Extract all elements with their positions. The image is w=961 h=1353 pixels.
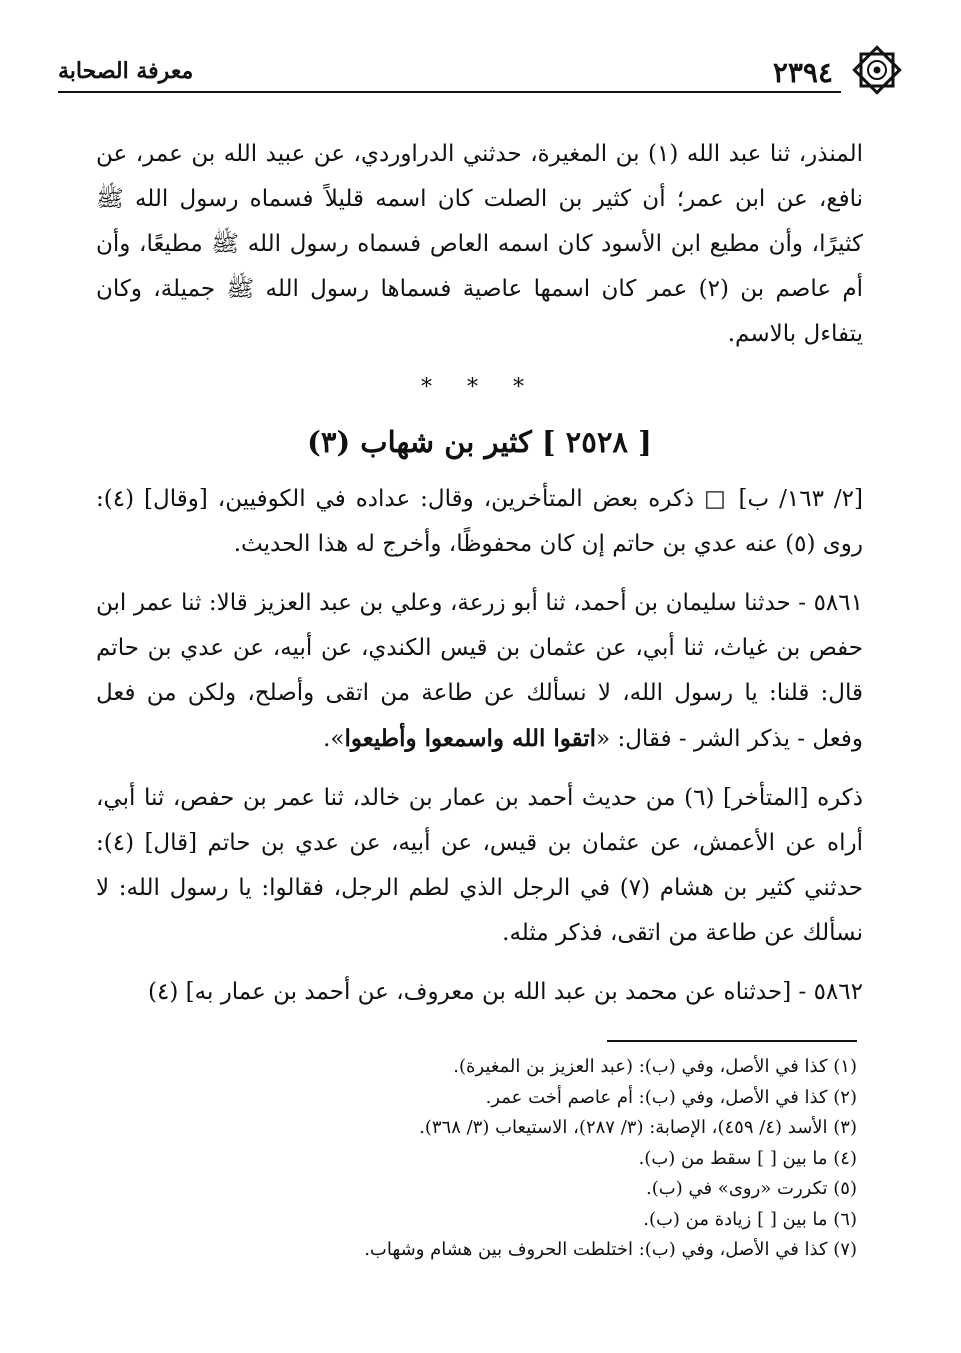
footnote-6: (٦) ما بين [ ] زيادة من (ب).: [643, 1208, 857, 1230]
footnote-rule: [607, 1040, 857, 1042]
footnote-2: (٢) كذا في الأصل، وفي (ب): أم عاصم أخت عمر.: [485, 1086, 857, 1108]
footnote-7: (٧) كذا في الأصل، وفي (ب): اختلطت الحروف بين هشام وشهاب.: [364, 1239, 857, 1260]
hadith-quote-close: ».: [323, 726, 345, 752]
footnote-5: (٥) تكررت «روى» في (ب).: [646, 1178, 857, 1199]
page-header: [58, 44, 903, 94]
paragraph-hadith-5862: ٥٨٦٢ - [حدثناه عن محمد بن عبد الله بن معروف، عن أحمد بن عمار به] (٤): [148, 979, 863, 1005]
footnotes: [120, 1052, 857, 1266]
footnote-4: (٤) ما بين [ ] سقط من (ب).: [638, 1147, 857, 1169]
paragraph-opening: المنذر، ثنا عبد الله (١) بن المغيرة، حدثني الدراوردي، عن عبيد الله بن عمر، عن نافع، عن ابن عمر؛ أن كثير بن الصلت كان اسمه قليلاً فسماه رسول الله ﷺ كثيرًا، وأن مطيع ابن الأسود كان اسمه العاص فسماه رسول الله ﷺ مطيعًا، وأن أم عاصم بن (٢) عمر كان اسمها عاصية فسماها رسول الله ﷺ جميلة، وكان يتفاءل بالاسم.: [96, 141, 864, 347]
hadith-quote: اتقوا الله واسمعوا وأطيعوا: [344, 725, 597, 752]
section-heading: [ ٢٥٢٨ ] كثير بن شهاب (٣): [307, 425, 652, 459]
separator-stars: * * *: [421, 375, 538, 400]
main-text: [96, 132, 863, 1015]
star-octagon-ornament-icon: [851, 44, 903, 96]
paragraph-biography: [٢/ ١٦٣/ ب] □ ذكره بعض المتأخرين، وقال: عداده في الكوفيين، [وقال] (٤): روى (٥) عنه عدي بن حاتم إن كان محفوظًا، وأخرج له هذا الحديث.: [96, 486, 863, 557]
footnote-1: (١) كذا في الأصل، وفي (ب): (عبد العزيز بن المغيرة).: [453, 1056, 857, 1077]
hadith-text: ٥٨٦١ - حدثنا سليمان بن أحمد، ثنا أبو زرعة، وعلي بن عبد العزيز قالا: ثنا عمر ابن حفص بن غياث، ثنا أبي، عن عثمان بن قيس الكندي، عن أبيه، عن عدي بن حاتم قال: قلنا: يا رسول الله، لا نسألك عن طاعة من اتقى وأصلح، ولكن من فعل وفعل - يذكر الشر - فقال: «: [96, 590, 863, 752]
footnote-3: (٣) الأسد (٤/ ٤٥٩)، الإصابة: (٣/ ٢٨٧)، الاستيعاب (٣/ ٣٦٨).: [419, 1117, 857, 1138]
book-title: معرفة الصحابة: [58, 58, 194, 84]
paragraph-hadith-5861: [96, 581, 863, 762]
header-rule: [58, 91, 841, 93]
paragraph-narration: ذكره [المتأخر] (٦) من حديث أحمد بن عمار بن خالد، ثنا عمر بن حفص، ثنا أبي، أراه عن الأعمش، عن عثمان بن قيس، عن أبيه، عن عدي بن حاتم [قال] (٤): حدثني كثير بن هشام (٧) في الرجل الذي لطم الرجل، فقالوا: يا رسول الله: لا نسألك عن طاعة من اتقى، فذكر مثله.: [96, 785, 863, 946]
page-number: ٢٣٩٤: [772, 56, 833, 89]
